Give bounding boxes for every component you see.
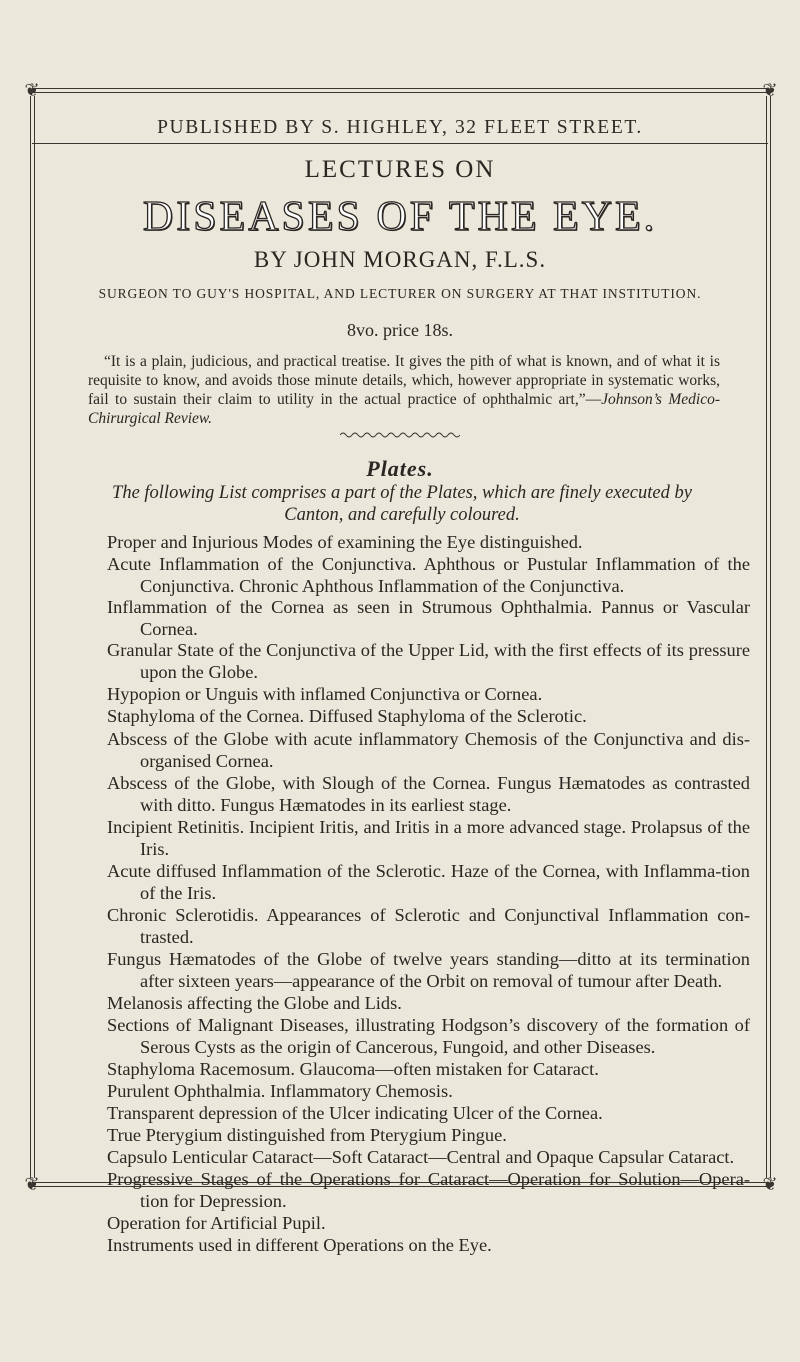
list-item: Sections of Malignant Diseases, illustrating Hodgson’s discovery of the formation of Serous Cysts as the origin of Cancerous, Fungoid, and other Diseases. bbox=[107, 1015, 750, 1057]
list-item: Proper and Injurious Modes of examining the Eye distinguished. bbox=[107, 532, 583, 552]
book-pretitle: LECTURES ON bbox=[304, 156, 496, 183]
top-border-rule bbox=[32, 88, 768, 89]
list-item: Melanosis affecting the Globe and Lids. bbox=[107, 993, 402, 1013]
list-item: Chronic Sclerotidis. Appearances of Sclerotic and Conjunctival Inflammation con-trasted. bbox=[107, 905, 750, 947]
list-item: Abscess of the Globe, with Slough of the Cornea. Fungus Hæmatodes as contrasted with ditto. Fungus Hæmatodes in its earliest stage. bbox=[107, 773, 750, 815]
book-author: BY JOHN MORGAN, F.L.S. bbox=[253, 247, 547, 272]
list-item: Granular State of the Conjunctiva of the Upper Lid, with the first effects of its pressure upon the Globe. bbox=[107, 640, 750, 682]
list-item: Progressive Stages of the Operations for Cataract—Operation for Solution—Opera-tion for Depression. bbox=[107, 1169, 750, 1211]
fleuron-icon: ❦ bbox=[24, 80, 40, 100]
book-title: DISEASES OF THE EYE. bbox=[142, 194, 658, 240]
list-item: Staphyloma Racemosum. Glaucoma—often mistaken for Cataract. bbox=[107, 1059, 599, 1079]
publisher-line: PUBLISHED BY S. HIGHLEY, 32 FLEET STREET. bbox=[157, 117, 643, 138]
list-item: Operation for Artificial Pupil. bbox=[107, 1213, 326, 1233]
review-quote bbox=[88, 352, 720, 428]
list-item: Fungus Hæmatodes of the Globe of twelve years standing—ditto at its termination after sixteen years—appearance of the Orbit on removal of tumour after Death. bbox=[107, 949, 750, 991]
list-item: Purulent Ophthalmia. Inflammatory Chemosis. bbox=[107, 1081, 453, 1101]
review-source: Johnson’s Medico-Chirurgical Review. bbox=[88, 391, 720, 427]
list-item: Hypopion or Unguis with inflamed Conjunctiva or Cornea. bbox=[107, 684, 543, 704]
list-item: Transparent depression of the Ulcer indicating Ulcer of the Cornea. bbox=[107, 1103, 603, 1123]
plates-intro: The following List comprises a part of the Plates, which are finely executed by Canton, and carefully coloured. bbox=[112, 483, 692, 525]
book-price: 8vo. price 18s. bbox=[347, 320, 453, 340]
fleuron-icon: ❦ bbox=[24, 1174, 40, 1194]
list-item: Abscess of the Globe with acute inflammatory Chemosis of the Conjunctiva and dis-organised Cornea. bbox=[107, 729, 750, 771]
review-text: “It is a plain, judicious, and practical treatise. It gives the pith of what is known, and of what it is requisite to know, and avoids those minute details, which, however appropriate in systematic works, fail to sustain their claim to utility in the actual practice of ophthalmic art,”— bbox=[88, 353, 720, 408]
fleuron-icon: ❦ bbox=[762, 1174, 778, 1194]
list-item: Staphyloma of the Cornea. Diffused Staphyloma of the Sclerotic. bbox=[107, 706, 587, 726]
list-item: Inflammation of the Cornea as seen in Strumous Ophthalmia. Pannus or Vascular Cornea. bbox=[107, 597, 750, 639]
fleuron-icon: ❦ bbox=[762, 80, 778, 100]
list-item: Acute diffused Inflammation of the Sclerotic. Haze of the Cornea, with Inflamma-tion of the Iris. bbox=[107, 861, 750, 903]
author-credentials: SURGEON TO GUY'S HOSPITAL, AND LECTURER ON SURGERY AT THAT INSTITUTION. bbox=[98, 286, 702, 301]
publisher-divider bbox=[32, 143, 768, 144]
wavy-divider bbox=[340, 431, 460, 439]
plates-heading: Plates. bbox=[366, 456, 434, 481]
list-item: Capsulo Lenticular Cataract—Soft Cataract—Central and Opaque Capsular Cataract. bbox=[107, 1147, 735, 1167]
list-item: Acute Inflammation of the Conjunctiva. Aphthous or Pustular Inflammation of the Conjunctiva. Chronic Aphthous Inflammation of the Conjunctiva. bbox=[107, 554, 750, 596]
top-border-rule-inner bbox=[32, 92, 768, 93]
list-item: True Pterygium distinguished from Pterygium Pingue. bbox=[107, 1125, 507, 1145]
list-item: Instruments used in different Operations on the Eye. bbox=[107, 1235, 492, 1255]
list-item: Incipient Retinitis. Incipient Iritis, and Iritis in a more advanced stage. Prolapsus of the Iris. bbox=[107, 817, 750, 859]
